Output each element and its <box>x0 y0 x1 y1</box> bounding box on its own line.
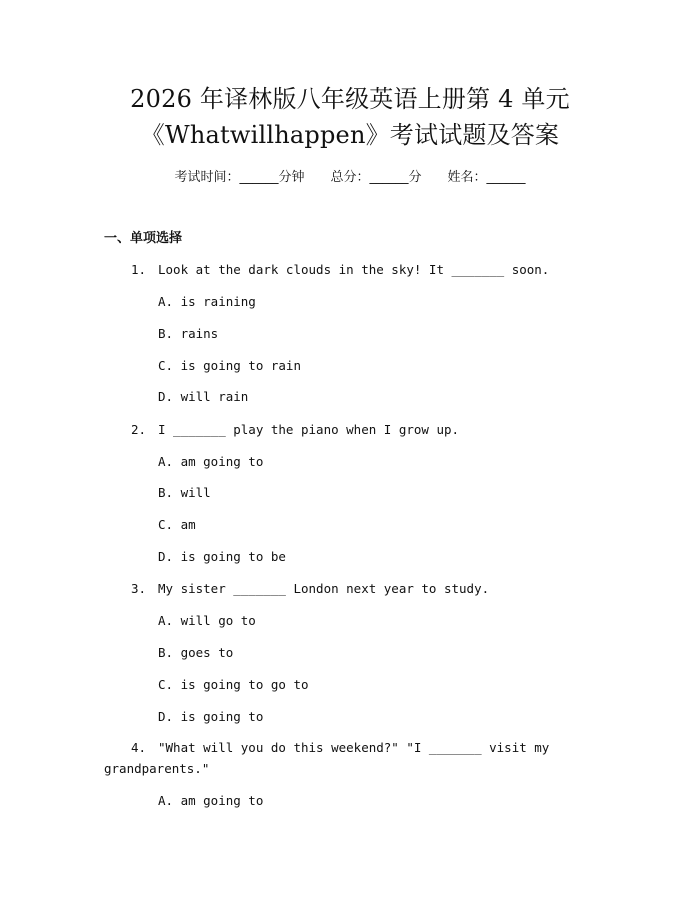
option-a: A. will go to <box>158 613 256 628</box>
option-b: B. will <box>158 485 211 500</box>
question-text-line-1: "What will you do this weekend?" "I _______ visit my <box>158 740 550 755</box>
option-c: C. is going to go to <box>158 677 309 692</box>
document-title-line-2: 《Whatwillhappen》考试试题及答案 <box>140 121 560 149</box>
question-number: 3. <box>131 581 147 596</box>
section-heading-single-choice: 一、单项选择 <box>104 231 183 246</box>
option-a: A. is raining <box>158 294 256 309</box>
name-label: 姓名： <box>447 170 487 185</box>
score-blank: ______ <box>369 170 409 185</box>
option-b: B. goes to <box>158 645 234 660</box>
option-b: B. rains <box>158 326 219 341</box>
document-title-line-1: 2026 年译林版八年级英语上册第 4 单元 <box>130 85 570 113</box>
score-unit: 分 <box>408 170 422 185</box>
question-text: My sister _______ London next year to study. <box>158 581 490 596</box>
option-a: A. am going to <box>158 793 264 808</box>
question-number: 4. <box>131 740 147 755</box>
time-label: 考试时间： <box>174 170 240 185</box>
question-text: Look at the dark clouds in the sky! It _______ soon. <box>158 262 550 277</box>
option-a: A. am going to <box>158 454 264 469</box>
score-label: 总分： <box>330 170 370 185</box>
exam-meta <box>0 169 700 187</box>
option-d: D. is going to be <box>158 549 286 564</box>
time-blank: ______ <box>239 170 279 185</box>
question-text: I _______ play the piano when I grow up. <box>158 422 460 437</box>
option-d: D. is going to <box>158 709 264 724</box>
question-text-line-2: grandparents." <box>104 761 210 776</box>
name-blank: ______ <box>486 170 526 185</box>
question-number: 1. <box>131 262 147 277</box>
question-number: 2. <box>131 422 147 437</box>
option-c: C. is going to rain <box>158 358 301 373</box>
option-d: D. will rain <box>158 389 249 404</box>
time-unit: 分钟 <box>278 170 305 185</box>
option-c: C. am <box>158 517 196 532</box>
